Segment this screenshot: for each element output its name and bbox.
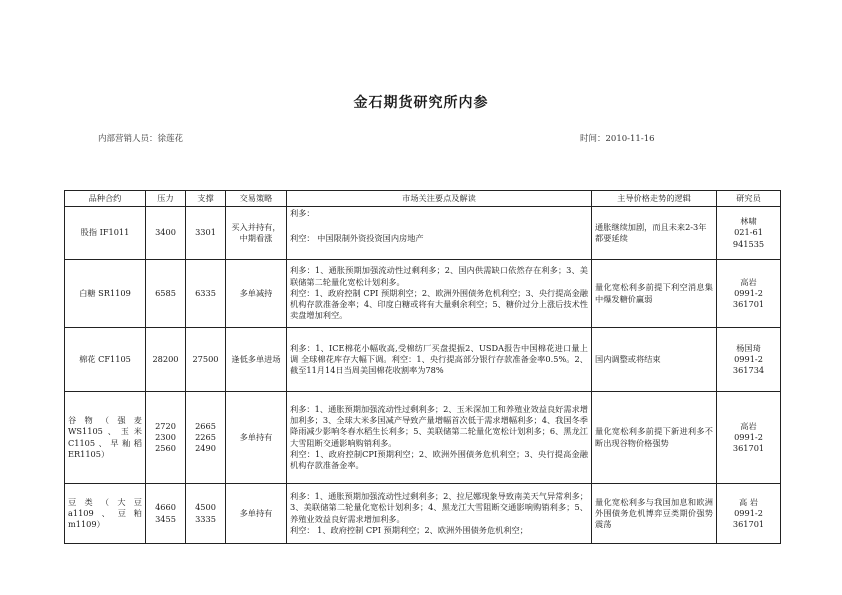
researcher-cell: 高岩 0991-2 361701 [717, 260, 781, 328]
table-row [65, 484, 781, 544]
points-text: 利多：1、ICE棉花小幅收高,受棉纺厂买盘提振2、USDA报告中国棉花进口量上调 全球棉花库存大幅下调。利空：1、央行提高部分银行存款准备金率0.5%。2、截至11月14日当周美国棉花收割率为78% [290, 342, 588, 376]
contract-cell: 股指 IF1011 [65, 207, 146, 260]
support-cell: 6335 [186, 260, 226, 328]
logic-cell: 量化宽松利多与我国加息和欧洲外围债务危机博弈豆类期价强势震荡 [592, 484, 717, 544]
points-bear: 利空： 1、政府控制 CPI 预期利空；2、欧洲外围债务危机利空； [290, 524, 528, 535]
points-bull: 利多：1、通胀预期加强流动性过剩利多；2、国内供需缺口依然存在利多；3、美联储第二轮量化宽松计划利多。 [290, 265, 588, 287]
briefing-table [64, 190, 781, 544]
header-support: 支撑 [186, 191, 226, 207]
strategy-cell: 买入并持有，中期看涨 [226, 207, 287, 260]
support-cell: 4500 3335 [186, 484, 226, 544]
researcher-cell: 杨国琦 0991-2 361734 [717, 328, 781, 392]
points-bull: 利多：1、通胀预期加强流动性过剩利多；2、拉尼娜现象导致南美天气异常利多；3、美联储第二轮量化宽松计划利多；4、黑龙江大雪阻断交通影响购销利多；5、养殖业效益良好需求增加利多。 [290, 490, 588, 524]
points-cell [287, 328, 592, 392]
table-row [65, 260, 781, 328]
table-header-row [65, 191, 781, 207]
points-bull: 利多： [290, 208, 315, 218]
strategy-cell: 多单减持 [226, 260, 287, 328]
header-contract: 品种合约 [65, 191, 146, 207]
points-bear: 利空： 中国限制外资投资国内房地产 [290, 233, 424, 244]
points-cell [287, 484, 592, 544]
table-row [65, 392, 781, 484]
date-line: 时间：2010-11-16 [580, 134, 655, 144]
document-title: 金石期货研究所内参 [353, 95, 489, 111]
strategy-cell: 多单持有 [226, 392, 287, 484]
logic-cell: 量化宽松利多前提下新进利多不断出现谷物价格强势 [592, 392, 717, 484]
header-pressure: 压力 [146, 191, 186, 207]
logic-cell: 量化宽松利多前提下利空消息集中爆发糖价赢弱 [592, 260, 717, 328]
table-row [65, 207, 781, 260]
points-cell [287, 392, 592, 484]
pressure-cell: 3400 [146, 207, 186, 260]
support-cell: 2665 2265 2490 [186, 392, 226, 484]
pressure-cell: 6585 [146, 260, 186, 328]
contract-cell: 白糖 SR1109 [65, 260, 146, 328]
pressure-cell: 4660 3455 [146, 484, 186, 544]
points-bull: 利多：1、通胀预期加强流动性过剩利多；2、玉米深加工和养殖业效益良好需求增加利多；3、全球大米多国减产导致产量增幅首次低于需求增幅利多；4、我国冬季降雨减少影响冬春水稻生长利多；5、美联储第二轮量化宽松计划利多；6、黑龙江大雪阻断交通影响购销利多。 [290, 403, 588, 448]
strategy-cell: 多单持有 [226, 484, 287, 544]
researcher-cell: 林啸 021-61 941535 [717, 207, 781, 260]
header-researcher: 研究员 [717, 191, 781, 207]
contract-cell: 豆类（大豆 a1109、豆粕 m1109） [65, 484, 146, 544]
staff-line: 内部营销人员：徐莲花 [98, 134, 184, 144]
researcher-cell: 高岩 0991-2 361701 [717, 392, 781, 484]
points-bear: 利空：1、政府控制CPI预期利空；2、欧洲外围债务危机利空；3、央行提高金融机构存款准备金率。 [290, 448, 588, 471]
pressure-cell: 28200 [146, 328, 186, 392]
pressure-cell: 2720 2300 2560 [146, 392, 186, 484]
researcher-cell: 高 岩 0991-2 361701 [717, 484, 781, 544]
header-strategy: 交易策略 [226, 191, 287, 207]
table-row [65, 328, 781, 392]
points-bear: 利空：1、政府控制 CPI 预期利空；2、欧洲外围债务危机利空；3、央行提高金融机构存款准备金率；4、印度白糖或将有大量剩余利空；5、糖价过分上涨后技术性卖盘增加利空。 [290, 287, 588, 321]
contract-cell: 谷物（强麦 WS1105、玉米 C1105、早籼稻 ER1105） [65, 392, 146, 484]
support-cell: 27500 [186, 328, 226, 392]
strategy-cell: 逢低多单进场 [226, 328, 287, 392]
header-points: 市场关注要点及解读 [287, 191, 592, 207]
header-logic: 主导价格走势的逻辑 [592, 191, 717, 207]
points-cell [287, 260, 592, 328]
support-cell: 3301 [186, 207, 226, 260]
logic-cell: 通胀继续加剧，而且未来2-3年都要延续 [592, 207, 717, 260]
logic-cell: 国内调整或将结束 [592, 328, 717, 392]
points-cell [287, 207, 592, 260]
contract-cell: 棉花 CF1105 [65, 328, 146, 392]
